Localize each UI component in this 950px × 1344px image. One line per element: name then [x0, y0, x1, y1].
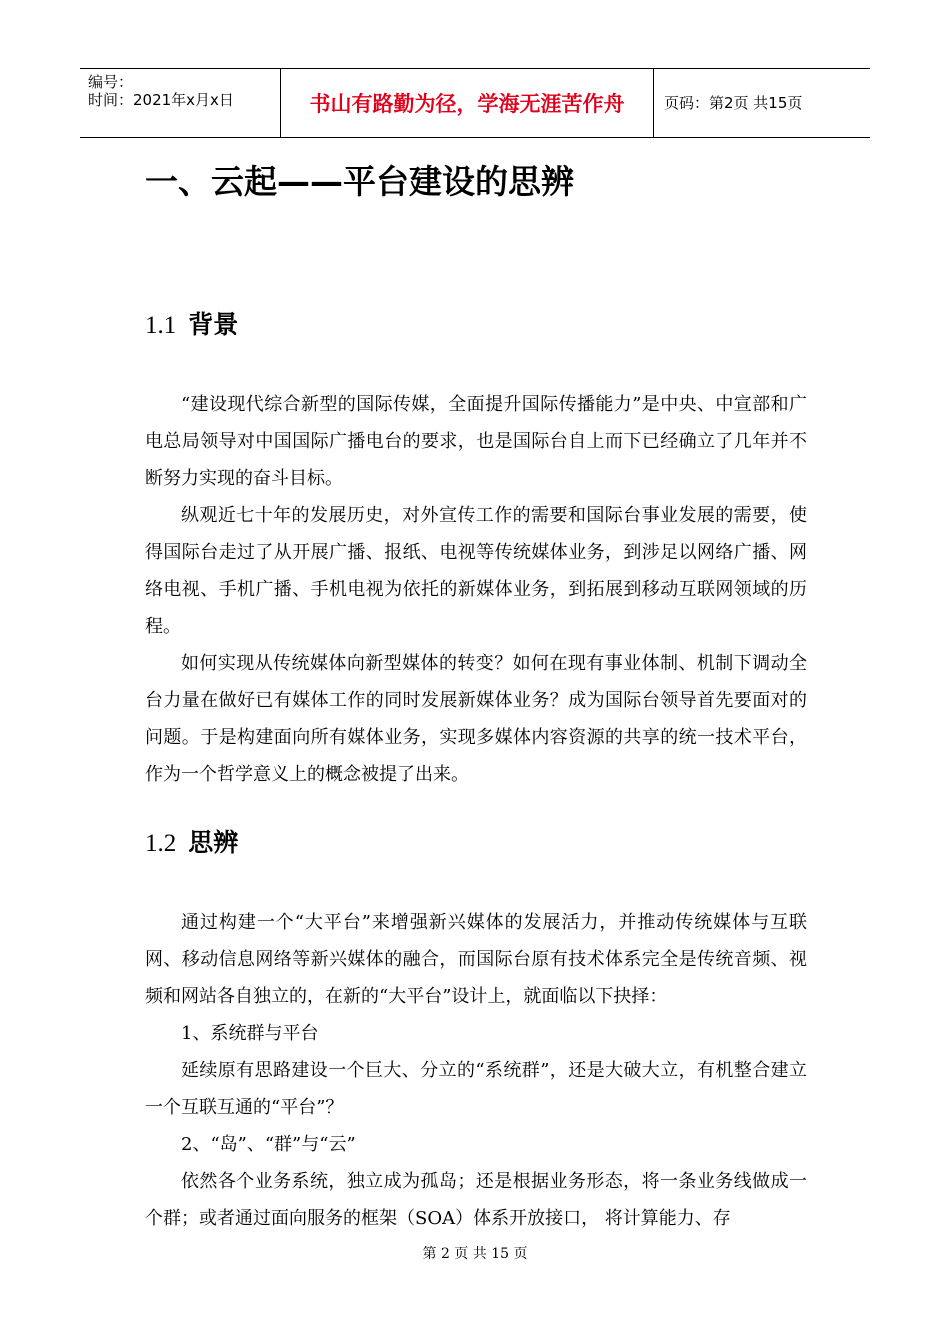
section-title: 背景 [188, 310, 239, 339]
section-heading-1-1 [145, 310, 238, 341]
section-number: 1.1 [145, 312, 177, 339]
section-title: 思辨 [188, 828, 239, 857]
paragraph: 延续原有思路建设一个巨大、分立的“系统群”，还是大破大立，有机整合建立一个互联互通的“平台”？ [145, 1060, 807, 1118]
header-page-info: 页码：第2页 共15页 [664, 94, 803, 112]
list-item-heading: 1、系统群与平台 [181, 1023, 319, 1044]
paragraph: 如何实现从传统媒体向新型媒体的转变？如何在现有事业体制、机制下调动全台力量在做好已有媒体工作的同时发展新媒体业务？成为国际台领导首先要面对的问题。于是构建面向所有媒体业务，实现多媒体内容资源的共享的统一技术平台，作为一个哲学意义上的概念被提了出来。 [145, 653, 807, 785]
header-page-cell [654, 69, 870, 137]
page-footer: 第 2 页 共 15 页 [422, 1246, 528, 1262]
section-heading-1-2 [145, 828, 238, 859]
page-header-table [80, 68, 870, 138]
paragraph: 依然各个业务系统，独立成为孤岛；还是根据业务形态，将一条业务线做成一个群；或者通过面向服务的框架（SOA）体系开放接口， 将计算能力、存 [145, 1171, 807, 1229]
paragraph: 通过构建一个“大平台”来增强新兴媒体的发展活力，并推动传统媒体与互联网、移动信息网络等新兴媒体的融合，而国际台原有技术体系完全是传统音频、视频和网站各自独立的，在新的“大平台”设计上，就面临以下抉择： [145, 912, 807, 1007]
header-meta-cell [80, 69, 281, 137]
document-date: 时间：2021年x月x日 [88, 91, 234, 109]
list-item-heading: 2、“岛”、“群”与“云” [181, 1134, 356, 1155]
chapter-title: 一、云起——平台建设的思辨 [145, 162, 574, 201]
section-number: 1.2 [145, 830, 177, 857]
header-motto: 书山有路勤为径，学海无涯苦作舟 [309, 92, 625, 116]
paragraph: 纵观近七十年的发展历史，对外宣传工作的需要和国际台事业发展的需要，使得国际台走过了从开展广播、报纸、电视等传统媒体业务，到涉足以网络广播、网络电视、手机广播、手机电视为依托的新媒体业务，到拓展到移动互联网领域的历程。 [145, 505, 807, 637]
header-motto-cell [281, 69, 654, 137]
document-number: 编号： [88, 73, 134, 91]
paragraph: “建设现代综合新型的国际传媒，全面提升国际传播能力”是中央、中宣部和广电总局领导对中国国际广播电台的要求，也是国际台自上而下已经确立了几年并不断努力实现的奋斗目标。 [145, 394, 807, 489]
